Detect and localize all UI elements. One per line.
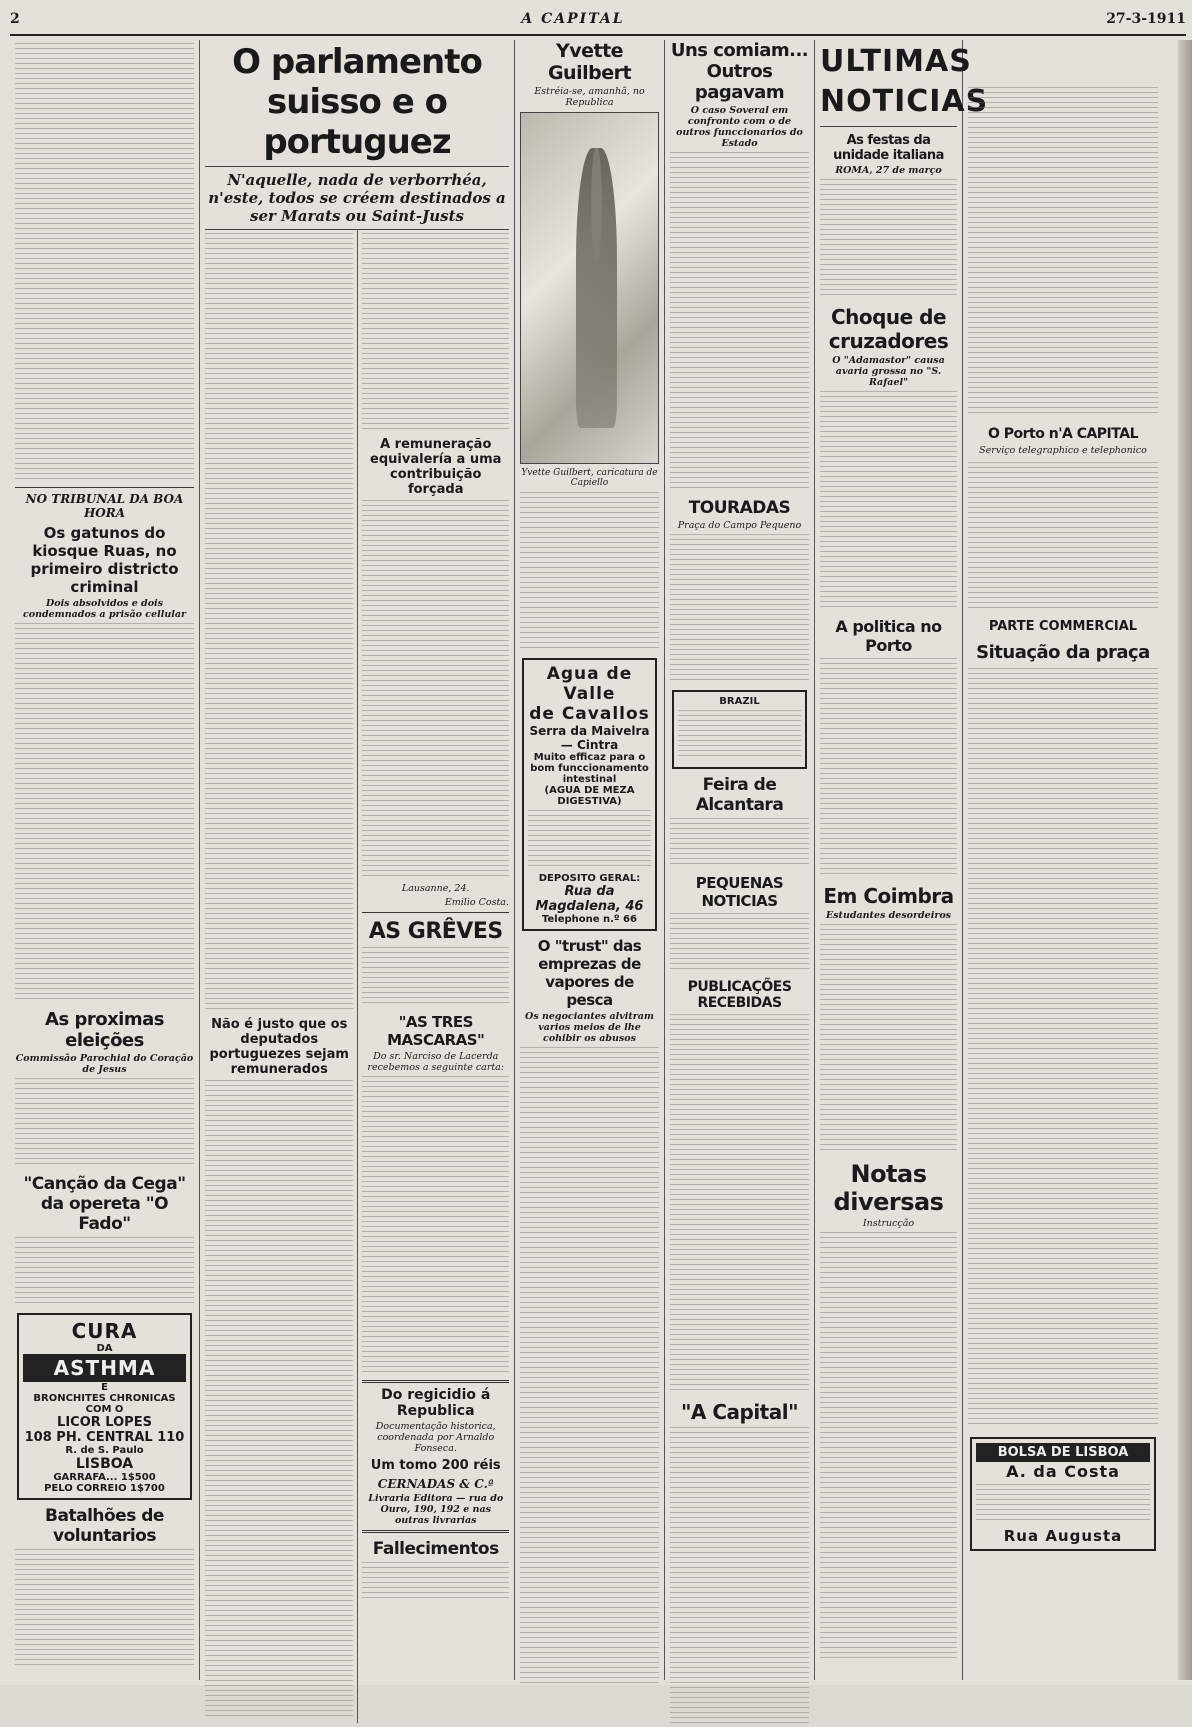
ad-line: CURA	[71, 1319, 138, 1343]
ad-line: 108 PH. CENTRAL 110	[24, 1430, 185, 1445]
porto-headline: A politica no Porto	[835, 617, 942, 655]
article-text	[520, 1047, 659, 1687]
ad-line: GARRAFA... 1$500	[53, 1472, 156, 1483]
clash-subhead: O "Adamastor" causa avaria grossa no "S. Rafael"	[832, 355, 945, 388]
yvette-headline: Yvette Guilbert	[547, 40, 632, 84]
strikes-headline: AS GRÊVES	[368, 919, 503, 944]
ad-line: DA	[96, 1343, 113, 1354]
ad-line: (AGUA DE MEZA DIGESTIVA)	[544, 785, 635, 807]
notes-headline: PEQUENAS NOTICIAS	[695, 874, 784, 910]
regicide-subhead: Documentação historica, coordenada por Arnaldo Fonseca.	[375, 1421, 496, 1454]
misc-subhead: Instrucção	[862, 1218, 915, 1229]
article-text	[670, 818, 809, 868]
article-text	[362, 500, 509, 880]
place-date: Lausanne, 24.	[401, 883, 470, 894]
ad-line: Rua da Magdalena, 46	[535, 884, 644, 914]
price-list	[528, 810, 651, 870]
column-5	[665, 40, 815, 1680]
italy-headline: As festas da unidade italiana	[833, 133, 944, 163]
clash-headline: Choque de cruzadores	[828, 305, 949, 353]
remuneration-subhead: A remuneração equivalería a uma contribuição forçada	[370, 437, 502, 497]
column-7	[963, 40, 1163, 1680]
ad-line: de Cavallos	[529, 704, 650, 724]
parliament-subhead: N'aquelle, nada de verborrhéa, n'este, todos se créem destinados a ser Marats ou Saint-Justs	[205, 167, 509, 230]
ad-line: ASTHMA	[23, 1354, 186, 1382]
ad-line: Agua de Valle	[546, 664, 633, 704]
article-text	[520, 492, 659, 652]
article-text	[820, 924, 957, 1154]
yvette-caricature	[520, 112, 659, 464]
regicide-publisher: CERNADAS & C.ª	[377, 1477, 494, 1491]
song-headline: "Canção da Cega" da opereta "O Fado"	[23, 1174, 186, 1234]
page-number: 2	[10, 11, 20, 27]
article-text	[820, 658, 957, 878]
issue-date: 27-3-1911	[1106, 11, 1186, 27]
ad-line: Rua Augusta	[1003, 1527, 1123, 1545]
article-text	[968, 462, 1158, 612]
ad-line: A. da Costa	[1006, 1462, 1120, 1481]
article-text	[820, 179, 957, 299]
market-table	[968, 668, 1158, 1428]
signature: Emilio Costa.	[444, 897, 509, 908]
article-text	[15, 1078, 194, 1168]
trust-headline: O "trust" das emprezas de vapores de pesca	[537, 937, 642, 1009]
column-3	[358, 230, 509, 1723]
bolsa-advert	[970, 1437, 1156, 1551]
article-text	[362, 1562, 509, 1602]
coimbra-headline: Em Coimbra	[823, 884, 954, 908]
masthead	[10, 4, 1186, 36]
asthma-advert	[17, 1313, 192, 1500]
court-kicker: NO TRIBUNAL DA BOA HORA	[25, 492, 184, 520]
volunteers-headline: Batalhões de voluntarios	[45, 1506, 164, 1546]
porto-capital-headline: O Porto n'A CAPITAL	[987, 426, 1138, 442]
column-2	[205, 230, 358, 1723]
article-text	[670, 534, 809, 684]
misc-headline: Notas diversas	[833, 1160, 944, 1216]
masks-headline: "AS TRES MASCARAS"	[387, 1013, 485, 1049]
court-headline: Os gatunos do kiosque Ruas, no primeiro districto criminal	[30, 524, 179, 596]
article-text	[205, 1080, 353, 1720]
bulls-subhead: Praça do Campo Pequeno	[677, 520, 802, 531]
ad-line: BRAZIL	[719, 696, 760, 707]
pubs-headline: PUBLICAÇÕES RECEBIDAS	[687, 979, 792, 1011]
regicide-publisher-address: Livraria Editora — rua do Ouro, 190, 192 e nas outras livrarias	[368, 1493, 504, 1526]
trust-subhead: Os negociantes alvitram varios meios de lhe cohibir os abusos	[525, 1011, 654, 1044]
ad-line: DEPOSITO GERAL:	[538, 873, 641, 884]
article-text	[15, 1549, 194, 1669]
article-text	[362, 1076, 509, 1376]
article-text	[205, 233, 353, 1013]
ad-text	[678, 710, 801, 760]
column-6	[815, 40, 989, 1680]
coimbra-subhead: Estudantes desordeiros	[825, 910, 952, 921]
article-text	[15, 43, 194, 483]
ad-line: R. de S. Paulo	[65, 1445, 144, 1456]
deaths-headline: Fallecimentos	[372, 1539, 499, 1559]
capital-headline: "A Capital"	[680, 1400, 799, 1424]
ad-line: BOLSA DE LISBOA	[976, 1443, 1150, 1462]
article-text	[968, 87, 1158, 417]
article-text	[670, 1014, 809, 1394]
porto-capital-subhead: Serviço telegraphico e telephonico	[979, 445, 1147, 456]
parliament-article	[200, 40, 515, 1680]
article-text	[362, 233, 509, 433]
elections-headline: As proximas eleições	[45, 1009, 164, 1051]
article-text	[820, 391, 957, 611]
alcantara-headline: Feira de Alcantara	[695, 775, 784, 815]
article-text	[15, 1237, 194, 1307]
eat-headline: Uns comiam... Outros pagavam	[670, 40, 809, 103]
regicide-price: Um tomo 200 réis	[370, 1458, 501, 1473]
parliament-headline: O parlamento suisso e o portuguez	[205, 40, 509, 167]
column-4	[515, 40, 665, 1680]
yvette-subhead: Estréia-se, amanhã, no Republica	[534, 86, 645, 108]
article-text	[15, 623, 194, 1003]
italy-dateline: ROMA, 27 de março	[835, 165, 942, 176]
bulls-headline: TOURADAS	[688, 498, 791, 518]
column-1	[10, 40, 200, 1680]
ad-line: LISBOA	[75, 1456, 134, 1472]
ad-line: BRONCHITES CHRONICAS	[33, 1393, 176, 1404]
ad-line: Telephone n.º 66	[542, 914, 637, 925]
brazil-advert	[672, 690, 807, 769]
ad-line: PELO CORREIO 1$700	[44, 1483, 165, 1494]
regicide-headline: Do regicidio á Republica	[381, 1387, 491, 1419]
ad-text	[976, 1484, 1150, 1524]
article-text	[670, 1427, 809, 1727]
article-text	[362, 947, 509, 1007]
ad-line: E	[101, 1382, 108, 1393]
deputies-subhead: Não é justo que os deputados portuguezes sejam remunerados	[209, 1017, 349, 1077]
ad-line: COM O	[85, 1404, 124, 1415]
ad-line: Serra da Maivelra — Cintra	[529, 724, 650, 752]
article-text	[670, 913, 809, 973]
court-subhead: Dois absolvidos e dois condemnados a prisão cellular	[22, 598, 187, 620]
article-text	[670, 152, 809, 492]
page-edge	[1178, 40, 1192, 1680]
paper-title: A CAPITAL	[521, 11, 625, 27]
yvette-caption: Yvette Guilbert, caricatura de Capiello	[521, 468, 658, 488]
masks-subhead: Do sr. Narciso de Lacerda recebemos a seguinte carta:	[367, 1051, 505, 1073]
situation-headline: Situação da praça	[976, 642, 1150, 663]
commercial-kicker: PARTE COMMERCIAL	[988, 619, 1138, 634]
latest-news-headline: ULTIMAS NOTICIAS	[820, 40, 957, 127]
water-advert	[522, 658, 657, 931]
eat-subhead: O caso Soveral em confronto com o de outros funccionarios do Estado	[676, 105, 803, 149]
ad-line: Muito efficaz para o bom funccionamento intestinal	[530, 752, 649, 785]
elections-subhead: Commissão Parochial do Coração de Jesus	[15, 1053, 194, 1075]
ad-line: LICOR LOPES	[57, 1415, 152, 1430]
article-text	[820, 1232, 957, 1662]
